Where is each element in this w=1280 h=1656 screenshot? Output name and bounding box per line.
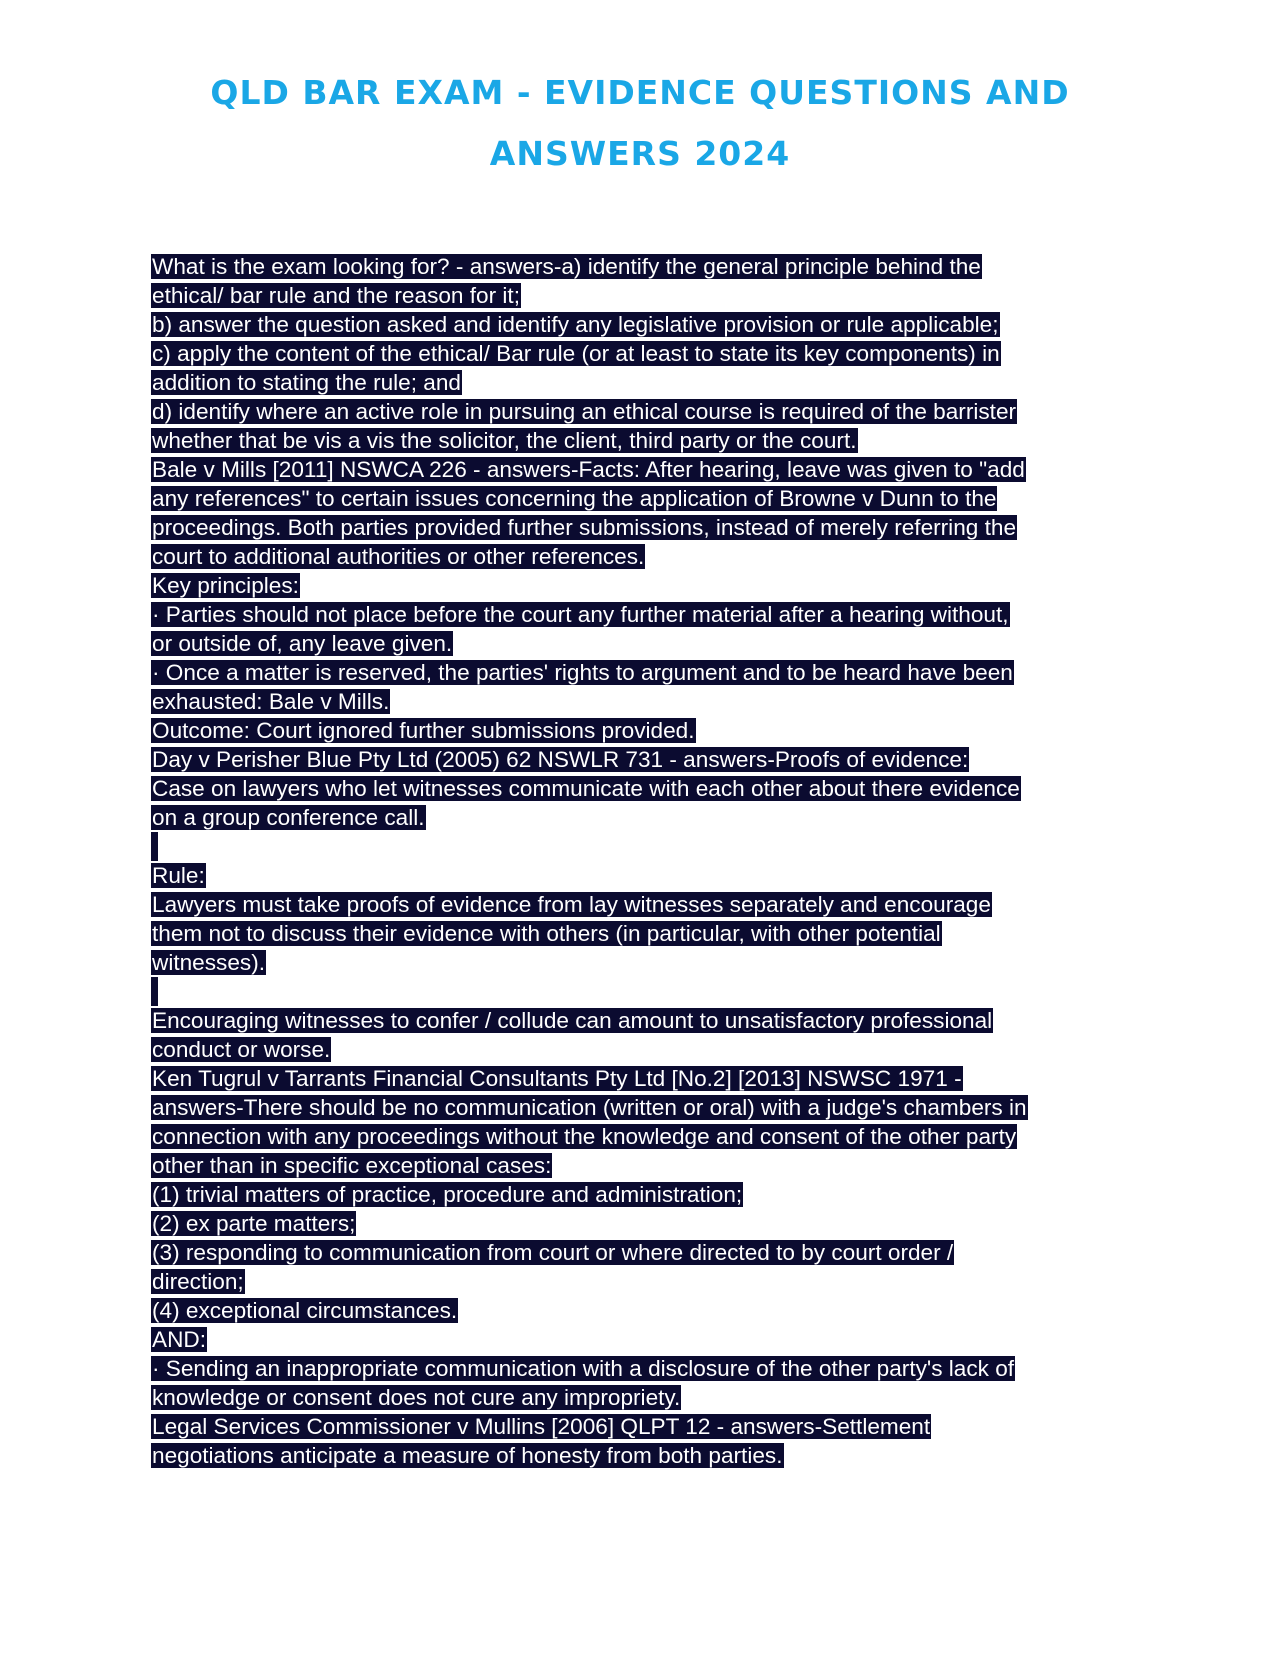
text-line-content: AND: [152, 1327, 206, 1352]
text-line [151, 1383, 1141, 1412]
text-line-content: any references" to certain issues concerning the application of Browne v Dunn to the [152, 486, 997, 511]
text-line [151, 1238, 1141, 1267]
text-line-content: d) identify where an active role in pursuing an ethical course is required of the barrister [152, 399, 1017, 424]
text-line [151, 600, 1141, 629]
text-line-content: c) apply the content of the ethical/ Bar rule (or at least to state its key components) in [152, 341, 1000, 366]
text-line-content: connection with any proceedings without the knowledge and consent of the other party [152, 1124, 1017, 1149]
selection-highlight [151, 832, 158, 861]
text-line [151, 629, 1141, 658]
text-line [151, 687, 1141, 716]
text-line [151, 890, 1141, 919]
text-line [151, 774, 1141, 803]
text-line-content: Encouraging witnesses to confer / collude can amount to unsatisfactory professional [152, 1008, 993, 1033]
selected-body-text[interactable] [151, 252, 1141, 1470]
text-line [151, 658, 1141, 687]
text-line-content: Lawyers must take proofs of evidence from lay witnesses separately and encourage [152, 892, 991, 917]
text-line [151, 1093, 1141, 1122]
text-line-content: addition to stating the rule; and [152, 370, 461, 395]
text-line [151, 455, 1141, 484]
text-line [151, 1325, 1141, 1354]
text-line [151, 861, 1141, 890]
text-line-content: Legal Services Commissioner v Mullins [2006] QLPT 12 - answers-Settlement [152, 1414, 931, 1439]
text-line-content: · Once a matter is reserved, the parties' rights to argument and to be heard have been [152, 660, 1013, 685]
text-line-content: negotiations anticipate a measure of honesty from both parties. [152, 1443, 783, 1468]
text-line [151, 803, 1141, 832]
text-line [151, 1122, 1141, 1151]
text-line [151, 252, 1141, 281]
text-line-content: Day v Perisher Blue Pty Ltd (2005) 62 NSWLR 731 - answers-Proofs of evidence: [152, 747, 969, 772]
text-line-content: knowledge or consent does not cure any impropriety. [152, 1385, 681, 1410]
text-line-content: court to additional authorities or other references. [152, 544, 645, 569]
text-line-content: Key principles: [152, 573, 299, 598]
text-line [151, 1151, 1141, 1180]
text-line-content: ethical/ bar rule and the reason for it; [152, 283, 520, 308]
text-line [151, 1035, 1141, 1064]
text-line-content: conduct or worse. [152, 1037, 331, 1062]
text-line-content: What is the exam looking for? - answers-a) identify the general principle behind the [152, 254, 981, 279]
text-line-content: on a group conference call. [152, 805, 425, 830]
text-line [151, 397, 1141, 426]
text-line-content: Rule: [152, 863, 205, 888]
text-line-content: Outcome: Court ignored further submissions provided. [152, 718, 695, 743]
text-line-content: (1) trivial matters of practice, procedure and administration; [152, 1182, 743, 1207]
text-line-content: other than in specific exceptional cases: [152, 1153, 552, 1178]
text-line-content: exhausted: Bale v Mills. [152, 689, 390, 714]
text-line-content: (3) responding to communication from court or where directed to by court order / [152, 1240, 954, 1265]
blank-line [151, 832, 1141, 861]
text-line-content: proceedings. Both parties provided further submissions, instead of merely referring the [152, 515, 1017, 540]
text-line-content: Ken Tugrul v Tarrants Financial Consultants Pty Ltd [No.2] [2013] NSWSC 1971 - [152, 1066, 962, 1091]
text-line [151, 1064, 1141, 1093]
text-line [151, 948, 1141, 977]
text-line-content: answers-There should be no communication (written or oral) with a judge's chambers in [152, 1095, 1027, 1120]
text-line [151, 513, 1141, 542]
text-line-content: witnesses). [152, 950, 266, 975]
blank-line [151, 977, 1141, 1006]
text-line [151, 310, 1141, 339]
text-line [151, 426, 1141, 455]
text-line [151, 919, 1141, 948]
text-line [151, 542, 1141, 571]
text-line [151, 1180, 1141, 1209]
text-line [151, 1006, 1141, 1035]
text-line [151, 1441, 1141, 1470]
text-line [151, 1412, 1141, 1441]
text-line-content: · Parties should not place before the court any further material after a hearing without, [152, 602, 1009, 627]
text-line [151, 745, 1141, 774]
text-line [151, 1267, 1141, 1296]
text-line-content: whether that be vis a vis the solicitor, the client, third party or the court. [152, 428, 857, 453]
selection-highlight [151, 977, 158, 1006]
text-line [151, 1296, 1141, 1325]
text-line [151, 1354, 1141, 1383]
text-line [151, 716, 1141, 745]
text-line [151, 368, 1141, 397]
document-title [0, 62, 1280, 184]
text-line-content: direction; [152, 1269, 244, 1294]
text-line-content: them not to discuss their evidence with others (in particular, with other potential [152, 921, 941, 946]
document-title-line-2: ANSWERS 2024 [489, 134, 791, 173]
text-line [151, 484, 1141, 513]
text-line [151, 281, 1141, 310]
text-line-content: (2) ex parte matters; [152, 1211, 356, 1236]
text-line-content: · Sending an inappropriate communication with a disclosure of the other party's lack of [152, 1356, 1015, 1381]
text-line [151, 571, 1141, 600]
text-line [151, 1209, 1141, 1238]
text-line-content: (4) exceptional circumstances. [152, 1298, 458, 1323]
text-line [151, 339, 1141, 368]
text-line-content: b) answer the question asked and identify any legislative provision or rule applicable; [152, 312, 999, 337]
text-line-content: Case on lawyers who let witnesses communicate with each other about there evidence [152, 776, 1020, 801]
text-line-content: Bale v Mills [2011] NSWCA 226 - answers-Facts: After hearing, leave was given to "add [152, 457, 1025, 482]
text-line-content: or outside of, any leave given. [152, 631, 453, 656]
document-title-line-1: QLD BAR EXAM - EVIDENCE QUESTIONS AND [210, 73, 1070, 112]
